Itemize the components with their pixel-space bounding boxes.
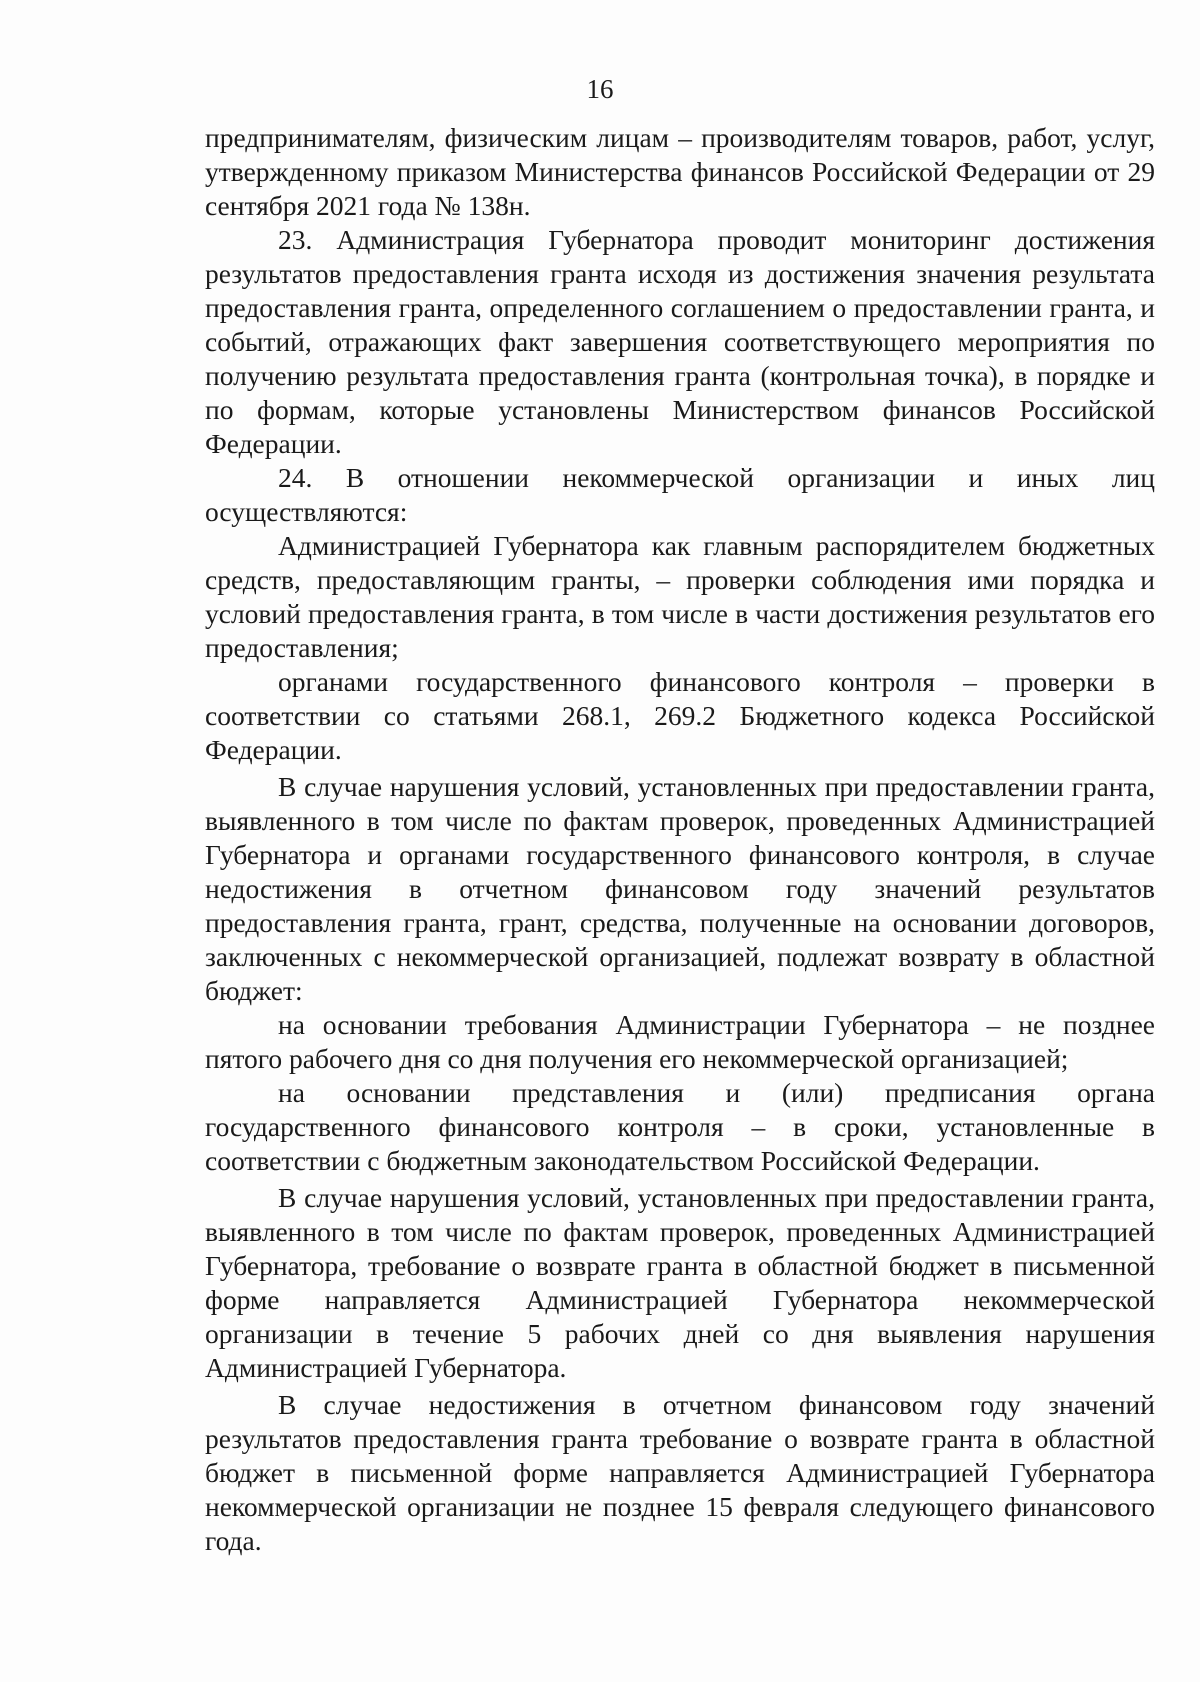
paragraph-written-demand: В случае нарушения условий, установленных при предоставлении гранта, выявленного в том числе по фактам проверок, проведенных Администрацией Губернатора, требование о возврате гранта в областной бюджет в письменной форме направляется Администрацией Губернатора некоммерческой организации в течение 5 рабочих дней со дня выявления нарушения Администрацией Губернатора. — [205, 1182, 1155, 1383]
paragraph-violation-return: В случае нарушения условий, установленных при предоставлении гранта, выявленного в том числе по фактам проверок, проведенных Администрацией Губернатора и органами государственного финансового контроля, в случае недостижения в отчетном финансовом году значений результатов предоставления гранта, грант, средства, полученные на основании договоров, заключенных с некоммерческой организацией, подлежат возврату в областной бюджет: — [205, 771, 1155, 1006]
paragraph-24: 24. В отношении некоммерческой организации и иных лиц осуществляются: — [205, 462, 1155, 527]
paragraph-deadline: В случае недостижения в отчетном финансовом году значений результатов предоставления гранта требование о возврате гранта в областной бюджет в письменной форме направляется Администрацией Губернатора некоммерческой организации не позднее 15 февраля следующего финансового года. — [205, 1389, 1155, 1556]
page-number: 16 — [586, 74, 614, 104]
paragraph-governor-demand: на основании требования Администрации Губернатора – не позднее пятого рабочего дня со дня получения его некоммерческой организацией; — [205, 1009, 1155, 1074]
paragraph-financial-control: органами государственного финансового контроля – проверки в соответствии со статьями 268.1, 269.2 Бюджетного кодекса Российской Федерации. — [205, 666, 1155, 765]
paragraph-23: 23. Администрация Губернатора проводит мониторинг достижения результатов предоставления гранта исходя из достижения значения результата предоставления гранта, определенного соглашением о предоставлении гранта, и событий, отражающих факт завершения соответствующего мероприятия по получению результата предоставления гранта (контрольная точка), в порядке и по формам, которые установлены Министерством финансов Российской Федерации. — [205, 224, 1155, 459]
document-body — [205, 121, 1155, 1558]
paragraph-admin-checks: Администрацией Губернатора как главным распорядителем бюджетных средств, предоставляющим гранты, – проверки соблюдения ими порядка и условий предоставления гранта, в том числе в части достижения результатов его предоставления; — [205, 530, 1155, 663]
paragraph-control-order: на основании представления и (или) предписания органа государственного финансового контроля – в сроки, установленные в соответствии с бюджетным законодательством Российской Федерации. — [205, 1077, 1155, 1176]
paragraph-continuation: предпринимателям, физическим лицам – производителям товаров, работ, услуг, утвержденному приказом Министерства финансов Российской Федерации от 29 сентября 2021 года № 138н. — [205, 122, 1155, 221]
